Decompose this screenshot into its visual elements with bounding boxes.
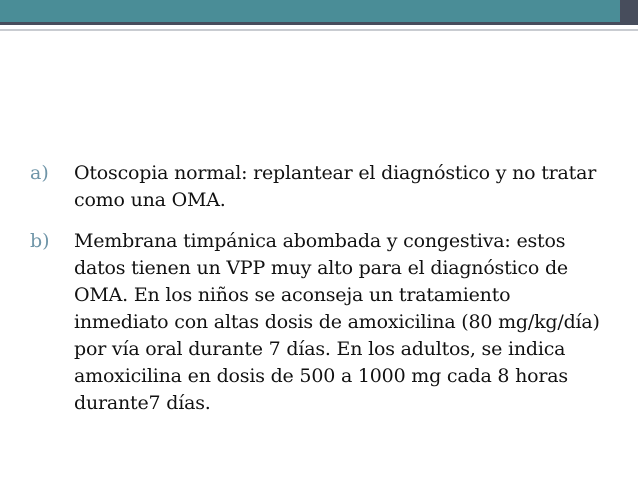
list-item — [30, 160, 610, 214]
list-item-text: Otoscopia normal: replantear el diagnóstico y no tratar como una OMA. — [74, 162, 597, 211]
list-item — [30, 228, 610, 417]
header-bar-teal-segment — [0, 0, 620, 22]
header-divider-grey — [0, 29, 638, 31]
header-bar — [0, 0, 638, 25]
list-item-text: Membrana timpánica abombada y congestiva: estos datos tienen un VPP muy alto para el diagnóstico de OMA. En los niños se aconseja un tratamiento inmediato con altas dosis de amoxicilina (80 mg/kg/día) por vía oral durante 7 días. En los adultos, se indica amoxicilina en dosis de 500 a 1000 mg cada 8 horas durante7 días. — [74, 230, 600, 414]
list-marker: b) — [30, 230, 50, 252]
slide-content — [30, 160, 610, 431]
list-marker: a) — [30, 162, 49, 184]
